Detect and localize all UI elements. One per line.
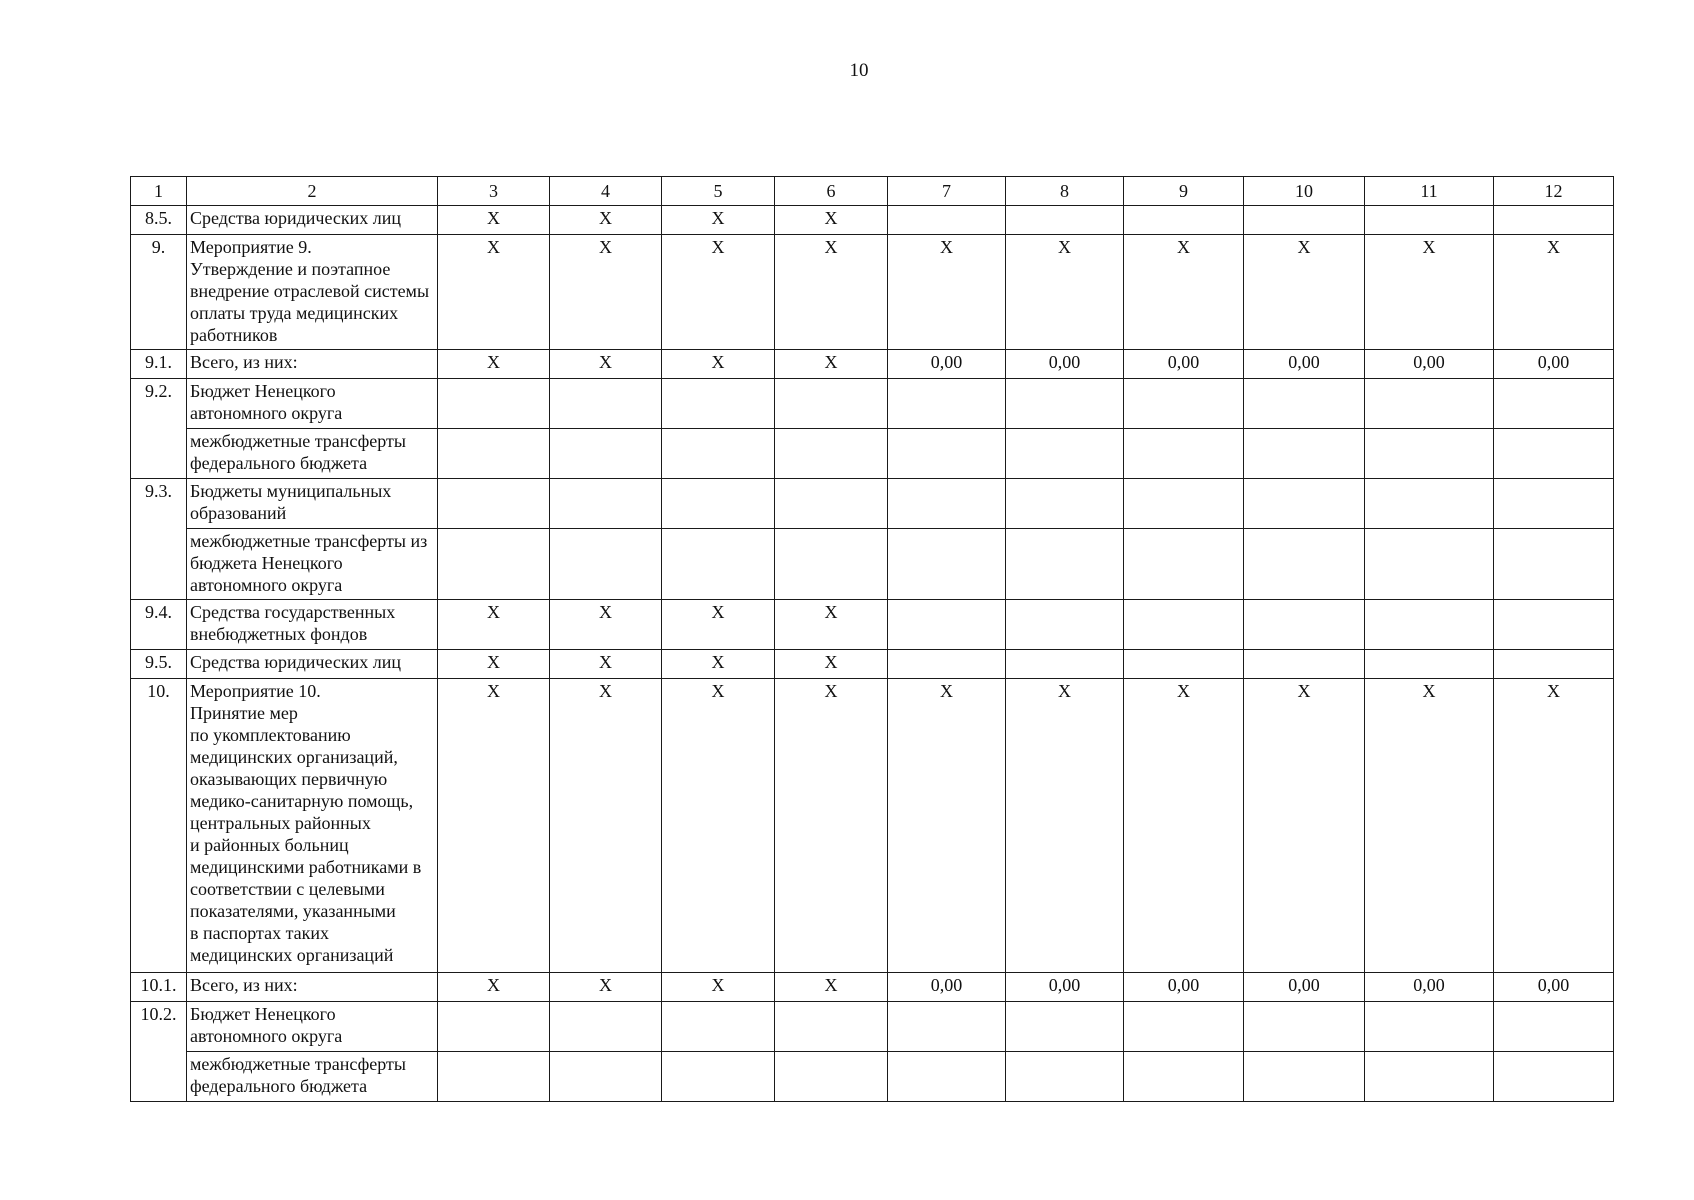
value-cell (1365, 529, 1494, 600)
column-header: 6 (775, 177, 888, 206)
value-cell (662, 379, 775, 429)
value-cell: 0,00 (1494, 350, 1614, 379)
value-cell (1494, 529, 1614, 600)
value-cell: X (550, 600, 662, 650)
value-cell: 0,00 (888, 973, 1006, 1002)
value-cell: X (775, 650, 888, 679)
value-cell (888, 650, 1006, 679)
value-cell (1365, 206, 1494, 235)
table-row (131, 1002, 1614, 1052)
value-cell (662, 429, 775, 479)
value-cell: X (438, 600, 550, 650)
value-cell: 0,00 (1244, 350, 1365, 379)
value-cell (888, 479, 1006, 529)
value-cell: 0,00 (1006, 350, 1124, 379)
column-number-row (131, 177, 1614, 206)
value-cell: X (775, 206, 888, 235)
value-cell (1494, 429, 1614, 479)
table-row (131, 679, 1614, 973)
value-cell: 0,00 (1124, 973, 1244, 1002)
value-cell (1244, 206, 1365, 235)
value-cell (1124, 529, 1244, 600)
value-cell: 0,00 (1244, 973, 1365, 1002)
value-cell (888, 600, 1006, 650)
column-header: 7 (888, 177, 1006, 206)
value-cell (775, 429, 888, 479)
value-cell (438, 1002, 550, 1052)
value-cell (1244, 1002, 1365, 1052)
value-cell: X (438, 650, 550, 679)
value-cell (1124, 1002, 1244, 1052)
value-cell (550, 429, 662, 479)
table-row (131, 973, 1614, 1002)
value-cell: X (1365, 679, 1494, 973)
value-cell (1124, 206, 1244, 235)
value-cell (1244, 379, 1365, 429)
value-cell (775, 379, 888, 429)
column-header: 2 (187, 177, 438, 206)
table-row (131, 235, 1614, 350)
value-cell (1365, 479, 1494, 529)
value-cell (1365, 379, 1494, 429)
value-cell: X (662, 235, 775, 350)
row-number: 9. (131, 235, 187, 350)
value-cell (1124, 1052, 1244, 1102)
value-cell: X (662, 600, 775, 650)
page-number: 10 (849, 60, 869, 81)
value-cell: X (550, 679, 662, 973)
value-cell (1124, 650, 1244, 679)
value-cell: X (662, 650, 775, 679)
value-cell (1244, 1052, 1365, 1102)
value-cell: 0,00 (1006, 973, 1124, 1002)
row-description: межбюджетные трансферты федерального бюджета (187, 429, 438, 479)
value-cell (1006, 429, 1124, 479)
value-cell (888, 1002, 1006, 1052)
value-cell (1006, 529, 1124, 600)
value-cell: 0,00 (1365, 350, 1494, 379)
value-cell (662, 1002, 775, 1052)
value-cell (888, 379, 1006, 429)
value-cell (888, 429, 1006, 479)
value-cell (662, 1052, 775, 1102)
value-cell: X (1244, 679, 1365, 973)
column-header: 5 (662, 177, 775, 206)
value-cell: X (662, 679, 775, 973)
row-number: 9.1. (131, 350, 187, 379)
value-cell: X (662, 350, 775, 379)
value-cell (1244, 600, 1365, 650)
value-cell: X (1006, 235, 1124, 350)
value-cell (438, 429, 550, 479)
value-cell (1494, 379, 1614, 429)
value-cell: X (1494, 679, 1614, 973)
value-cell (1124, 379, 1244, 429)
row-description: Мероприятие 9. Утверждение и поэтапное внедрение отраслевой системы оплаты труда медицинских работников (187, 235, 438, 350)
value-cell (775, 1002, 888, 1052)
value-cell: X (775, 350, 888, 379)
value-cell (438, 529, 550, 600)
value-cell: X (438, 206, 550, 235)
row-number: 9.2. (131, 379, 187, 479)
value-cell: X (550, 206, 662, 235)
column-header: 9 (1124, 177, 1244, 206)
value-cell (1494, 479, 1614, 529)
value-cell: X (1124, 679, 1244, 973)
table-row (131, 1052, 1614, 1102)
row-description: Всего, из них: (187, 350, 438, 379)
value-cell (1365, 600, 1494, 650)
value-cell: X (662, 206, 775, 235)
row-description: Всего, из них: (187, 973, 438, 1002)
value-cell (1006, 1002, 1124, 1052)
value-cell: X (550, 235, 662, 350)
value-cell (550, 1052, 662, 1102)
value-cell: X (438, 350, 550, 379)
value-cell (1006, 379, 1124, 429)
value-cell: X (888, 679, 1006, 973)
column-header: 3 (438, 177, 550, 206)
row-number: 10. (131, 679, 187, 973)
row-description: Средства государственных внебюджетных фондов (187, 600, 438, 650)
table-row (131, 350, 1614, 379)
column-header: 10 (1244, 177, 1365, 206)
value-cell (438, 1052, 550, 1102)
row-description: межбюджетные трансферты из бюджета Ненецкого автономного округа (187, 529, 438, 600)
row-description: Средства юридических лиц (187, 650, 438, 679)
value-cell: 0,00 (888, 350, 1006, 379)
value-cell (775, 1052, 888, 1102)
value-cell (1494, 206, 1614, 235)
value-cell: X (550, 973, 662, 1002)
value-cell: X (438, 235, 550, 350)
value-cell: X (662, 973, 775, 1002)
value-cell (1365, 1052, 1494, 1102)
value-cell (662, 529, 775, 600)
table-row (131, 600, 1614, 650)
row-number: 8.5. (131, 206, 187, 235)
value-cell (775, 529, 888, 600)
column-header: 4 (550, 177, 662, 206)
table-row (131, 650, 1614, 679)
value-cell (1244, 650, 1365, 679)
value-cell (438, 379, 550, 429)
value-cell (1494, 650, 1614, 679)
table-row (131, 429, 1614, 479)
value-cell (1365, 650, 1494, 679)
value-cell (1006, 1052, 1124, 1102)
value-cell (662, 479, 775, 529)
value-cell: X (775, 600, 888, 650)
value-cell (550, 529, 662, 600)
value-cell: X (1006, 679, 1124, 973)
column-header: 12 (1494, 177, 1614, 206)
table-row (131, 529, 1614, 600)
value-cell: X (550, 350, 662, 379)
value-cell (888, 1052, 1006, 1102)
row-description: Бюджет Ненецкого автономного округа (187, 379, 438, 429)
value-cell (1244, 479, 1365, 529)
value-cell (1124, 600, 1244, 650)
program-table (130, 176, 1614, 1102)
value-cell: 0,00 (1124, 350, 1244, 379)
row-description: Бюджеты муниципальных образований (187, 479, 438, 529)
value-cell (1006, 650, 1124, 679)
value-cell (550, 379, 662, 429)
value-cell (775, 479, 888, 529)
row-number: 9.3. (131, 479, 187, 600)
value-cell: X (888, 235, 1006, 350)
value-cell: X (775, 973, 888, 1002)
row-description: Бюджет Ненецкого автономного округа (187, 1002, 438, 1052)
value-cell (888, 529, 1006, 600)
table-row (131, 206, 1614, 235)
value-cell (1365, 429, 1494, 479)
value-cell: X (1244, 235, 1365, 350)
table-row (131, 479, 1614, 529)
row-number: 9.4. (131, 600, 187, 650)
value-cell (1244, 529, 1365, 600)
value-cell (1006, 600, 1124, 650)
value-cell (1365, 1002, 1494, 1052)
value-cell (1124, 479, 1244, 529)
value-cell: X (438, 679, 550, 973)
value-cell (550, 479, 662, 529)
row-description: Мероприятие 10. Принятие мер по укомплектованию медицинских организаций, оказывающих первичную медико-санитарную помощь, центральных районных и районных больниц медицинскими работниками в соответствии с целевыми показателями, указанными в паспортах таких медицинских организаций (187, 679, 438, 973)
row-number: 9.5. (131, 650, 187, 679)
value-cell (888, 206, 1006, 235)
row-number: 10.1. (131, 973, 187, 1002)
value-cell: X (550, 650, 662, 679)
value-cell: X (1124, 235, 1244, 350)
value-cell (1244, 429, 1365, 479)
value-cell: X (438, 973, 550, 1002)
value-cell: X (775, 679, 888, 973)
value-cell: X (1494, 235, 1614, 350)
value-cell (1494, 600, 1614, 650)
column-header: 1 (131, 177, 187, 206)
value-cell (438, 479, 550, 529)
value-cell: X (775, 235, 888, 350)
column-header: 8 (1006, 177, 1124, 206)
value-cell (1494, 1002, 1614, 1052)
row-number: 10.2. (131, 1002, 187, 1102)
value-cell (550, 1002, 662, 1052)
value-cell: 0,00 (1494, 973, 1614, 1002)
value-cell (1006, 479, 1124, 529)
value-cell (1006, 206, 1124, 235)
value-cell (1494, 1052, 1614, 1102)
column-header: 11 (1365, 177, 1494, 206)
row-description: Средства юридических лиц (187, 206, 438, 235)
row-description: межбюджетные трансферты федерального бюджета (187, 1052, 438, 1102)
table-row (131, 379, 1614, 429)
value-cell: X (1365, 235, 1494, 350)
value-cell: 0,00 (1365, 973, 1494, 1002)
value-cell (1124, 429, 1244, 479)
